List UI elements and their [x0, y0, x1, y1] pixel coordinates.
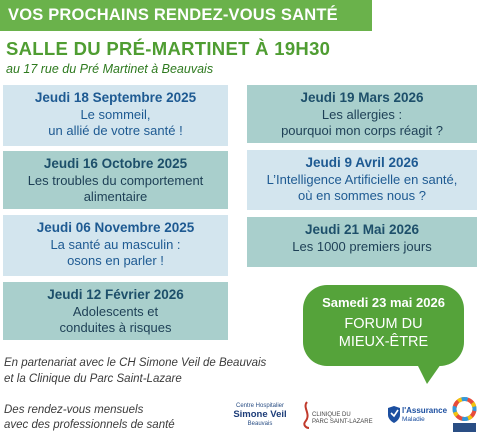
event-topic: Les allergies : pourquoi mon corps réagit ? — [281, 107, 443, 138]
event-card-apr-2026 — [247, 150, 477, 210]
clinique-parc-logo — [300, 400, 376, 434]
assurance-maladie-icon — [386, 404, 402, 424]
colorful-ring-icon — [451, 396, 478, 434]
header-banner — [0, 0, 372, 31]
event-date: Jeudi 21 Mai 2026 — [304, 222, 420, 237]
forum-bubble — [303, 285, 464, 366]
parc-logo-line1: CLINIQUE DU — [312, 412, 351, 418]
ch-logo-line3: Beauvais — [247, 421, 273, 427]
event-date: Jeudi 9 Avril 2026 — [305, 155, 419, 170]
event-date: Jeudi 06 Novembre 2025 — [36, 220, 195, 235]
event-topic: Les troubles du comportement alimentaire — [27, 173, 204, 204]
event-card-may-2026 — [247, 217, 477, 267]
event-card-sept-2025 — [3, 85, 228, 146]
event-topic: L’Intelligence Artificielle en santé, où en sommes nous ? — [266, 172, 458, 203]
page-title: VOS PROCHAINS RENDEZ-VOUS SANTÉ — [8, 6, 338, 24]
forum-title: FORUM DU MIEUX-ÊTRE — [338, 316, 429, 350]
event-date: Jeudi 19 Mars 2026 — [300, 90, 424, 105]
event-card-mar-2026 — [247, 85, 477, 143]
event-date: Jeudi 18 Septembre 2025 — [34, 90, 197, 105]
event-card-oct-2025 — [3, 151, 228, 209]
event-topic: Les 1000 premiers jours — [292, 239, 432, 254]
partnership-text: En partenariat avec le CH Simone Veil de Beauvais et la Clinique du Parc Saint-Lazare — [4, 357, 267, 385]
event-card-nov-2025 — [3, 215, 228, 276]
ch-logo-line1: Centre Hospitalier — [235, 403, 285, 409]
ch-logo-line2: Simone Veil — [233, 409, 287, 420]
event-topic: Le sommeil, un allié de votre santé ! — [48, 107, 183, 138]
forum-date: Samedi 23 mai 2026 — [322, 295, 445, 310]
mieux-etre-logo — [451, 396, 478, 434]
assurance-maladie-logo — [386, 404, 448, 432]
monthly-text: Des rendez-vous mensuels avec des professionnels de santé — [4, 404, 175, 431]
venue-address: au 17 rue du Pré Martinet à Beauvais — [6, 62, 214, 76]
venue-title: SALLE DU PRÉ-MARTINET À 19H30 — [6, 38, 331, 59]
ch-simone-veil-logo — [226, 403, 294, 433]
event-topic: Adolescents et conduites à risques — [59, 304, 172, 335]
event-date: Jeudi 12 Février 2026 — [47, 287, 184, 302]
am-logo-line2: Maladie — [402, 416, 425, 423]
parc-logo-line2: PARC SAINT-LAZARE — [312, 419, 373, 425]
event-topic: La santé au masculin : osons en parler ! — [50, 237, 181, 268]
event-card-feb-2026 — [3, 282, 228, 340]
event-date: Jeudi 16 Octobre 2025 — [43, 156, 188, 171]
am-logo-line1: l'Assurance — [402, 406, 448, 415]
